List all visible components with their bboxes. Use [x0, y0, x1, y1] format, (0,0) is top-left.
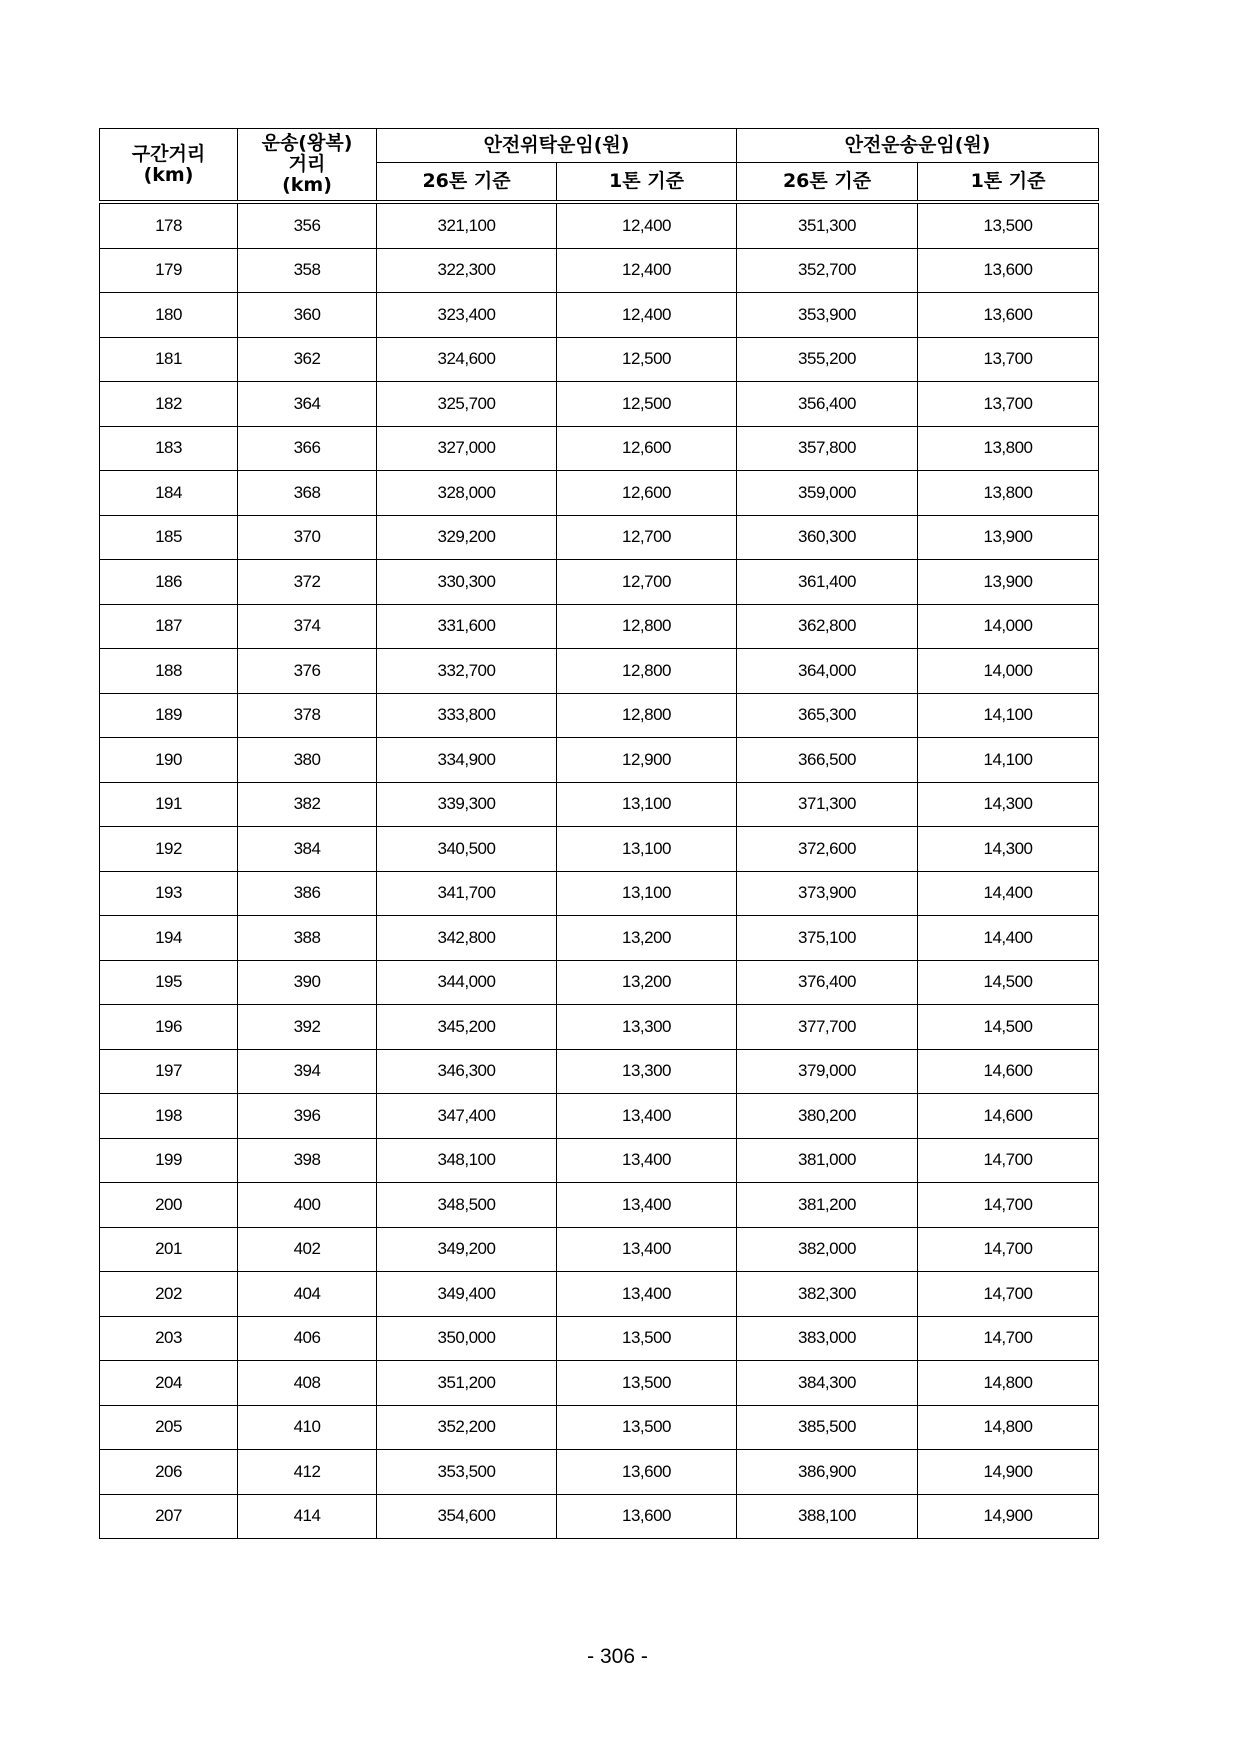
section-distance-cell: 202 — [100, 1272, 238, 1317]
transport-distance-cell: 402 — [238, 1227, 377, 1272]
consignment-1ton-cell: 13,100 — [557, 782, 737, 827]
table-row — [100, 1272, 1099, 1317]
header-1ton-consignment: 1톤 기준 — [557, 163, 737, 203]
transport-distance-cell: 382 — [238, 782, 377, 827]
transport-1ton-cell: 14,700 — [918, 1316, 1099, 1361]
transport-1ton-cell: 14,100 — [918, 738, 1099, 783]
table-row — [100, 1450, 1099, 1495]
section-distance-cell: 179 — [100, 248, 238, 293]
consignment-1ton-cell: 13,500 — [557, 1316, 737, 1361]
transport-26ton-cell: 371,300 — [737, 782, 918, 827]
table-row — [100, 827, 1099, 872]
table-row — [100, 1316, 1099, 1361]
transport-1ton-cell: 14,700 — [918, 1272, 1099, 1317]
consignment-1ton-cell: 12,400 — [557, 202, 737, 248]
transport-26ton-cell: 360,300 — [737, 515, 918, 560]
section-distance-cell: 205 — [100, 1405, 238, 1450]
transport-26ton-cell: 379,000 — [737, 1049, 918, 1094]
consignment-1ton-cell: 13,400 — [557, 1094, 737, 1139]
header-transport-distance: 운송(왕복) 거리 (km) — [238, 129, 377, 203]
consignment-26ton-cell: 339,300 — [377, 782, 557, 827]
transport-1ton-cell: 14,500 — [918, 1005, 1099, 1050]
consignment-26ton-cell: 332,700 — [377, 649, 557, 694]
consignment-26ton-cell: 344,000 — [377, 960, 557, 1005]
transport-26ton-cell: 366,500 — [737, 738, 918, 783]
consignment-26ton-cell: 349,200 — [377, 1227, 557, 1272]
consignment-26ton-cell: 325,700 — [377, 382, 557, 427]
transport-distance-cell: 394 — [238, 1049, 377, 1094]
transport-26ton-cell: 386,900 — [737, 1450, 918, 1495]
page-number: - 306 - — [587, 1645, 648, 1668]
consignment-1ton-cell: 12,600 — [557, 471, 737, 516]
consignment-1ton-cell: 12,500 — [557, 337, 737, 382]
transport-26ton-cell: 365,300 — [737, 693, 918, 738]
table-row — [100, 337, 1099, 382]
consignment-26ton-cell: 333,800 — [377, 693, 557, 738]
consignment-26ton-cell: 351,200 — [377, 1361, 557, 1406]
consignment-1ton-cell: 12,700 — [557, 560, 737, 605]
table-row — [100, 1361, 1099, 1406]
section-distance-cell: 201 — [100, 1227, 238, 1272]
transport-26ton-cell: 375,100 — [737, 916, 918, 961]
consignment-1ton-cell: 13,200 — [557, 916, 737, 961]
transport-1ton-cell: 14,600 — [918, 1094, 1099, 1139]
section-distance-cell: 195 — [100, 960, 238, 1005]
consignment-26ton-cell: 334,900 — [377, 738, 557, 783]
consignment-26ton-cell: 347,400 — [377, 1094, 557, 1139]
transport-1ton-cell: 13,900 — [918, 515, 1099, 560]
consignment-26ton-cell: 322,300 — [377, 248, 557, 293]
transport-distance-cell: 390 — [238, 960, 377, 1005]
consignment-1ton-cell: 13,400 — [557, 1272, 737, 1317]
transport-1ton-cell: 13,700 — [918, 382, 1099, 427]
section-distance-cell: 180 — [100, 293, 238, 338]
transport-1ton-cell: 14,900 — [918, 1494, 1099, 1539]
consignment-1ton-cell: 13,300 — [557, 1005, 737, 1050]
consignment-26ton-cell: 353,500 — [377, 1450, 557, 1495]
transport-1ton-cell: 13,700 — [918, 337, 1099, 382]
transport-distance-cell: 376 — [238, 649, 377, 694]
transport-distance-cell: 372 — [238, 560, 377, 605]
transport-26ton-cell: 353,900 — [737, 293, 918, 338]
transport-1ton-cell: 14,100 — [918, 693, 1099, 738]
transport-26ton-cell: 359,000 — [737, 471, 918, 516]
transport-distance-cell: 380 — [238, 738, 377, 783]
transport-26ton-cell: 361,400 — [737, 560, 918, 605]
consignment-1ton-cell: 13,100 — [557, 827, 737, 872]
consignment-1ton-cell: 13,600 — [557, 1450, 737, 1495]
transport-distance-cell: 360 — [238, 293, 377, 338]
section-distance-cell: 184 — [100, 471, 238, 516]
transport-distance-cell: 384 — [238, 827, 377, 872]
transport-26ton-cell: 357,800 — [737, 426, 918, 471]
transport-1ton-cell: 14,300 — [918, 782, 1099, 827]
section-distance-cell: 196 — [100, 1005, 238, 1050]
transport-26ton-cell: 373,900 — [737, 871, 918, 916]
consignment-26ton-cell: 348,500 — [377, 1183, 557, 1228]
table-row — [100, 202, 1099, 248]
rate-table — [99, 128, 1099, 1539]
transport-26ton-cell: 376,400 — [737, 960, 918, 1005]
transport-distance-cell: 362 — [238, 337, 377, 382]
consignment-26ton-cell: 341,700 — [377, 871, 557, 916]
transport-distance-cell: 368 — [238, 471, 377, 516]
consignment-1ton-cell: 13,100 — [557, 871, 737, 916]
consignment-1ton-cell: 13,400 — [557, 1183, 737, 1228]
consignment-26ton-cell: 328,000 — [377, 471, 557, 516]
transport-distance-cell: 396 — [238, 1094, 377, 1139]
transport-distance-cell: 374 — [238, 604, 377, 649]
transport-1ton-cell: 14,700 — [918, 1138, 1099, 1183]
table-row — [100, 515, 1099, 560]
section-distance-cell: 204 — [100, 1361, 238, 1406]
section-distance-cell: 198 — [100, 1094, 238, 1139]
consignment-26ton-cell: 324,600 — [377, 337, 557, 382]
section-distance-cell: 192 — [100, 827, 238, 872]
transport-distance-cell: 388 — [238, 916, 377, 961]
transport-26ton-cell: 382,300 — [737, 1272, 918, 1317]
transport-1ton-cell: 14,000 — [918, 649, 1099, 694]
section-distance-cell: 203 — [100, 1316, 238, 1361]
section-distance-cell: 207 — [100, 1494, 238, 1539]
transport-1ton-cell: 13,800 — [918, 471, 1099, 516]
transport-1ton-cell: 14,400 — [918, 871, 1099, 916]
transport-1ton-cell: 14,000 — [918, 604, 1099, 649]
section-distance-cell: 197 — [100, 1049, 238, 1094]
transport-1ton-cell: 14,600 — [918, 1049, 1099, 1094]
consignment-1ton-cell: 12,800 — [557, 649, 737, 694]
header-26ton-consignment: 26톤 기준 — [377, 163, 557, 203]
table-row — [100, 471, 1099, 516]
transport-distance-cell: 412 — [238, 1450, 377, 1495]
transport-distance-cell: 366 — [238, 426, 377, 471]
transport-distance-cell: 398 — [238, 1138, 377, 1183]
consignment-1ton-cell: 12,800 — [557, 693, 737, 738]
table-row — [100, 738, 1099, 783]
header-section-distance: 구간거리 (km) — [100, 129, 238, 203]
table-row — [100, 1227, 1099, 1272]
consignment-26ton-cell: 330,300 — [377, 560, 557, 605]
section-distance-cell: 182 — [100, 382, 238, 427]
transport-1ton-cell: 13,900 — [918, 560, 1099, 605]
section-distance-cell: 190 — [100, 738, 238, 783]
section-distance-cell: 185 — [100, 515, 238, 560]
consignment-1ton-cell: 13,500 — [557, 1361, 737, 1406]
consignment-1ton-cell: 13,400 — [557, 1138, 737, 1183]
consignment-26ton-cell: 354,600 — [377, 1494, 557, 1539]
transport-1ton-cell: 13,800 — [918, 426, 1099, 471]
table-header — [100, 129, 1099, 203]
transport-26ton-cell: 381,000 — [737, 1138, 918, 1183]
section-distance-cell: 193 — [100, 871, 238, 916]
transport-1ton-cell: 14,800 — [918, 1361, 1099, 1406]
header-1ton-transport: 1톤 기준 — [918, 163, 1099, 203]
table-row — [100, 604, 1099, 649]
section-distance-cell: 194 — [100, 916, 238, 961]
transport-1ton-cell: 14,500 — [918, 960, 1099, 1005]
consignment-26ton-cell: 350,000 — [377, 1316, 557, 1361]
consignment-1ton-cell: 12,500 — [557, 382, 737, 427]
header-26ton-transport: 26톤 기준 — [737, 163, 918, 203]
table-body — [100, 202, 1099, 1539]
transport-distance-cell: 410 — [238, 1405, 377, 1450]
section-distance-cell: 187 — [100, 604, 238, 649]
section-distance-cell: 199 — [100, 1138, 238, 1183]
section-distance-cell: 183 — [100, 426, 238, 471]
table-row — [100, 1405, 1099, 1450]
section-distance-cell: 200 — [100, 1183, 238, 1228]
consignment-26ton-cell: 323,400 — [377, 293, 557, 338]
consignment-26ton-cell: 321,100 — [377, 202, 557, 248]
consignment-26ton-cell: 331,600 — [377, 604, 557, 649]
consignment-26ton-cell: 327,000 — [377, 426, 557, 471]
consignment-1ton-cell: 13,400 — [557, 1227, 737, 1272]
transport-1ton-cell: 13,500 — [918, 202, 1099, 248]
consignment-1ton-cell: 12,400 — [557, 248, 737, 293]
consignment-1ton-cell: 13,200 — [557, 960, 737, 1005]
consignment-26ton-cell: 349,400 — [377, 1272, 557, 1317]
transport-distance-cell: 386 — [238, 871, 377, 916]
consignment-26ton-cell: 348,100 — [377, 1138, 557, 1183]
consignment-1ton-cell: 12,600 — [557, 426, 737, 471]
transport-26ton-cell: 364,000 — [737, 649, 918, 694]
table-row — [100, 1049, 1099, 1094]
header-safety-transport-rate: 안전운송운임(원) — [737, 129, 1099, 163]
transport-distance-cell: 408 — [238, 1361, 377, 1406]
transport-26ton-cell: 383,000 — [737, 1316, 918, 1361]
table-row — [100, 382, 1099, 427]
table-row — [100, 1138, 1099, 1183]
transport-1ton-cell: 13,600 — [918, 293, 1099, 338]
table-row — [100, 1494, 1099, 1539]
header-safety-consignment-rate: 안전위탁운임(원) — [377, 129, 737, 163]
transport-26ton-cell: 372,600 — [737, 827, 918, 872]
transport-26ton-cell: 352,700 — [737, 248, 918, 293]
consignment-26ton-cell: 329,200 — [377, 515, 557, 560]
transport-26ton-cell: 384,300 — [737, 1361, 918, 1406]
section-distance-cell: 178 — [100, 202, 238, 248]
transport-26ton-cell: 362,800 — [737, 604, 918, 649]
consignment-1ton-cell: 13,500 — [557, 1405, 737, 1450]
transport-distance-cell: 356 — [238, 202, 377, 248]
table-row — [100, 649, 1099, 694]
transport-1ton-cell: 14,700 — [918, 1227, 1099, 1272]
section-distance-cell: 206 — [100, 1450, 238, 1495]
table-row — [100, 693, 1099, 738]
consignment-1ton-cell: 12,700 — [557, 515, 737, 560]
transport-1ton-cell: 14,400 — [918, 916, 1099, 961]
table-row — [100, 248, 1099, 293]
consignment-1ton-cell: 13,300 — [557, 1049, 737, 1094]
table-row — [100, 1005, 1099, 1050]
transport-26ton-cell: 382,000 — [737, 1227, 918, 1272]
table-row — [100, 1094, 1099, 1139]
transport-distance-cell: 392 — [238, 1005, 377, 1050]
transport-26ton-cell: 355,200 — [737, 337, 918, 382]
transport-distance-cell: 358 — [238, 248, 377, 293]
table-row — [100, 293, 1099, 338]
transport-1ton-cell: 13,600 — [918, 248, 1099, 293]
section-distance-cell: 188 — [100, 649, 238, 694]
consignment-26ton-cell: 345,200 — [377, 1005, 557, 1050]
table-row — [100, 871, 1099, 916]
consignment-1ton-cell: 13,600 — [557, 1494, 737, 1539]
section-distance-cell: 181 — [100, 337, 238, 382]
table-row — [100, 916, 1099, 961]
transport-distance-cell: 404 — [238, 1272, 377, 1317]
section-distance-cell: 191 — [100, 782, 238, 827]
table-row — [100, 960, 1099, 1005]
transport-distance-cell: 400 — [238, 1183, 377, 1228]
consignment-26ton-cell: 342,800 — [377, 916, 557, 961]
transport-26ton-cell: 385,500 — [737, 1405, 918, 1450]
transport-1ton-cell: 14,800 — [918, 1405, 1099, 1450]
consignment-26ton-cell: 346,300 — [377, 1049, 557, 1094]
table-row — [100, 782, 1099, 827]
transport-26ton-cell: 356,400 — [737, 382, 918, 427]
transport-distance-cell: 414 — [238, 1494, 377, 1539]
transport-26ton-cell: 388,100 — [737, 1494, 918, 1539]
transport-26ton-cell: 381,200 — [737, 1183, 918, 1228]
transport-distance-cell: 406 — [238, 1316, 377, 1361]
consignment-26ton-cell: 340,500 — [377, 827, 557, 872]
transport-1ton-cell: 14,700 — [918, 1183, 1099, 1228]
transport-distance-cell: 364 — [238, 382, 377, 427]
section-distance-cell: 186 — [100, 560, 238, 605]
table-row — [100, 560, 1099, 605]
section-distance-cell: 189 — [100, 693, 238, 738]
transport-26ton-cell: 351,300 — [737, 202, 918, 248]
consignment-1ton-cell: 12,400 — [557, 293, 737, 338]
rate-table-container — [99, 128, 1098, 1539]
consignment-1ton-cell: 12,800 — [557, 604, 737, 649]
consignment-1ton-cell: 12,900 — [557, 738, 737, 783]
table-row — [100, 426, 1099, 471]
table-row — [100, 1183, 1099, 1228]
transport-26ton-cell: 377,700 — [737, 1005, 918, 1050]
consignment-26ton-cell: 352,200 — [377, 1405, 557, 1450]
transport-1ton-cell: 14,300 — [918, 827, 1099, 872]
transport-26ton-cell: 380,200 — [737, 1094, 918, 1139]
transport-distance-cell: 370 — [238, 515, 377, 560]
transport-distance-cell: 378 — [238, 693, 377, 738]
transport-1ton-cell: 14,900 — [918, 1450, 1099, 1495]
